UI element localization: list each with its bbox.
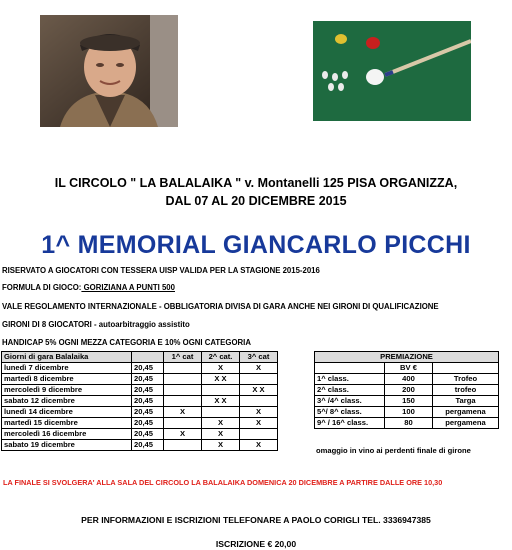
prize-title-row bbox=[315, 352, 499, 363]
cat1-cell bbox=[164, 396, 202, 407]
cat2-cell: X bbox=[202, 440, 240, 451]
cat1-cell: X bbox=[164, 407, 202, 418]
header-cat2: 2^ cat. bbox=[202, 352, 240, 363]
day-cell: martedì 15 dicembre bbox=[2, 418, 132, 429]
entry-fee: ISCRIZIONE € 20,00 bbox=[215, 539, 297, 549]
prize-amount: 100 bbox=[385, 407, 433, 418]
cat3-cell: X bbox=[240, 440, 278, 451]
header-cat3: 3^ cat bbox=[240, 352, 278, 363]
prize-empty-cell bbox=[315, 363, 385, 374]
cat2-cell: X bbox=[202, 418, 240, 429]
table-row bbox=[2, 385, 278, 396]
time-cell: 20,45 bbox=[132, 407, 164, 418]
cat3-cell: X X bbox=[240, 385, 278, 396]
prize-bv-header: BV € bbox=[385, 363, 433, 374]
game-format-label: FORMULA DI GIOCO: bbox=[2, 283, 82, 292]
time-cell: 20,45 bbox=[132, 396, 164, 407]
schedule-table bbox=[1, 351, 278, 451]
contact-info: PER INFORMAZIONI E ISCRIZIONI TELEFONARE A PAOLO CORIGLI TEL. 3336947385 bbox=[81, 515, 431, 525]
prize-amount: 400 bbox=[385, 374, 433, 385]
prize-class: 9^ / 16^ class. bbox=[315, 418, 385, 429]
prize-amount: 80 bbox=[385, 418, 433, 429]
time-cell: 20,45 bbox=[132, 418, 164, 429]
handicap-text: HANDICAP 5% OGNI MEZZA CATEGORIA E 10% OGNI CATEGORIA bbox=[2, 338, 251, 347]
cat3-cell bbox=[240, 429, 278, 440]
cat1-cell bbox=[164, 374, 202, 385]
cat3-cell bbox=[240, 396, 278, 407]
game-format bbox=[2, 283, 175, 292]
time-cell: 20,45 bbox=[132, 363, 164, 374]
day-cell: lunedì 7 dicembre bbox=[2, 363, 132, 374]
cat3-cell: X bbox=[240, 407, 278, 418]
prize-row bbox=[315, 396, 499, 407]
table-row bbox=[2, 407, 278, 418]
day-cell: mercoledì 16 dicembre bbox=[2, 429, 132, 440]
cat2-cell bbox=[202, 385, 240, 396]
prize-subheader-row bbox=[315, 363, 499, 374]
time-cell: 20,45 bbox=[132, 429, 164, 440]
prize-award: Targa bbox=[433, 396, 499, 407]
prize-row bbox=[315, 385, 499, 396]
cat3-cell: X bbox=[240, 363, 278, 374]
prize-award: trofeo bbox=[433, 385, 499, 396]
prize-table bbox=[314, 351, 499, 429]
cat3-cell bbox=[240, 374, 278, 385]
table-row bbox=[2, 418, 278, 429]
dates-line: DAL 07 AL 20 DICEMBRE 2015 bbox=[165, 194, 347, 208]
cat2-cell: X bbox=[202, 363, 240, 374]
prize-class: 2^ class. bbox=[315, 385, 385, 396]
table-row bbox=[2, 440, 278, 451]
cat2-cell: X X bbox=[202, 396, 240, 407]
day-cell: martedì 8 dicembre bbox=[2, 374, 132, 385]
prize-class: 5^/ 8^ class. bbox=[315, 407, 385, 418]
groups-text: GIRONI DI 8 GIOCATORI - autoarbitraggio assistito bbox=[2, 320, 190, 329]
prize-row bbox=[315, 418, 499, 429]
schedule-header-row bbox=[2, 352, 278, 363]
organizer-line: IL CIRCOLO " LA BALALAIKA " v. Montanelli 125 PISA ORGANIZZA, bbox=[54, 176, 458, 190]
table-row bbox=[2, 429, 278, 440]
prize-class: 1^ class. bbox=[315, 374, 385, 385]
day-cell: mercoledì 9 dicembre bbox=[2, 385, 132, 396]
time-cell: 20,45 bbox=[132, 374, 164, 385]
prize-row bbox=[315, 407, 499, 418]
prize-row bbox=[315, 374, 499, 385]
regulation-text: VALE REGOLAMENTO INTERNAZIONALE - OBBLIGATORIA DIVISA DI GARA ANCHE NEI GIRONI DI QUALIFICAZIONE bbox=[2, 302, 439, 311]
table-row bbox=[2, 374, 278, 385]
time-cell: 20,45 bbox=[132, 440, 164, 451]
header-time bbox=[132, 352, 164, 363]
time-cell: 20,45 bbox=[132, 385, 164, 396]
cat1-cell bbox=[164, 418, 202, 429]
cat1-cell bbox=[164, 385, 202, 396]
day-cell: sabato 19 dicembre bbox=[2, 440, 132, 451]
table-row bbox=[2, 396, 278, 407]
cat1-cell bbox=[164, 363, 202, 374]
portrait-photo bbox=[40, 15, 178, 127]
cat1-cell: X bbox=[164, 429, 202, 440]
prize-amount: 150 bbox=[385, 396, 433, 407]
prize-amount: 200 bbox=[385, 385, 433, 396]
cat3-cell: X bbox=[240, 418, 278, 429]
day-cell: sabato 12 dicembre bbox=[2, 396, 132, 407]
cat2-cell: X bbox=[202, 429, 240, 440]
wine-gift-note: omaggio in vino ai perdenti finale di girone bbox=[316, 446, 471, 455]
billiard-photo bbox=[313, 21, 471, 121]
game-format-value: GORIZIANA A PUNTI 500 bbox=[81, 283, 175, 292]
cat1-cell bbox=[164, 440, 202, 451]
cat2-cell bbox=[202, 407, 240, 418]
prize-empty-cell bbox=[433, 363, 499, 374]
header-cat1: 1^ cat bbox=[164, 352, 202, 363]
table-row bbox=[2, 363, 278, 374]
prize-class: 3^ /4^ class. bbox=[315, 396, 385, 407]
final-notice: LA FINALE SI SVOLGERA' ALLA SALA DEL CIRCOLO LA BALALAIKA DOMENICA 20 DICEMBRE A PARTIRE DALLE ORE 10,30 bbox=[3, 478, 443, 487]
prize-award: Trofeo bbox=[433, 374, 499, 385]
prize-title: PREMIAZIONE bbox=[315, 352, 499, 363]
header-days: Giorni di gara Balalaika bbox=[2, 352, 132, 363]
page-title: 1^ MEMORIAL GIANCARLO PICCHI bbox=[41, 231, 471, 259]
eligibility-text: RISERVATO A GIOCATORI CON TESSERA UISP VALIDA PER LA STAGIONE 2015-2016 bbox=[2, 266, 320, 275]
day-cell: lunedì 14 dicembre bbox=[2, 407, 132, 418]
prize-award: pergamena bbox=[433, 407, 499, 418]
cat2-cell: X X bbox=[202, 374, 240, 385]
prize-award: pergamena bbox=[433, 418, 499, 429]
